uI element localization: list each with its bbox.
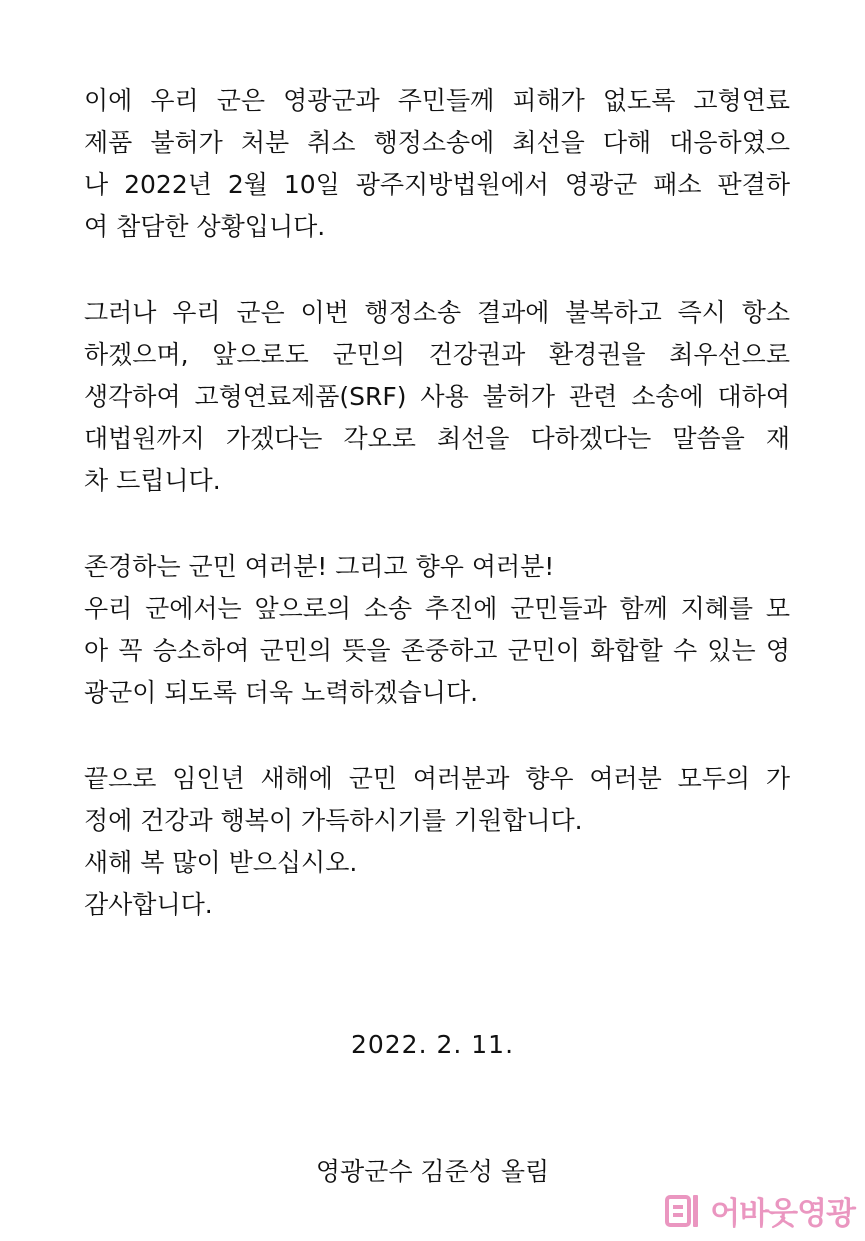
text-line: 차 드립니다. [84, 466, 221, 495]
text-line: 나 2022년 2월 10일 광주지방법원에서 영광군 패소 판결하 [84, 170, 790, 199]
text-line: 감사합니다. [84, 890, 213, 919]
paragraph-address-to-citizens [84, 546, 790, 714]
text-line: 하겠으며, 앞으로도 군민의 건강권과 환경권을 최우선으로 [84, 340, 790, 369]
text-line: 그러나 우리 군은 이번 행정소송 결과에 불복하고 즉시 항소 [84, 298, 790, 327]
document-body [84, 80, 790, 970]
paragraph-closing [84, 758, 790, 926]
text-line: 정에 건강과 행복이 가득하시기를 기원합니다. [84, 806, 583, 835]
text-line: 아 꼭 승소하여 군민의 뜻을 존중하고 군민이 화합할 수 있는 영 [84, 636, 790, 665]
document-date: 2022. 2. 11. [350, 1030, 515, 1059]
about-yeonggwang-logo-icon [664, 1193, 704, 1229]
text-line: 광군이 되도록 더욱 노력하겠습니다. [84, 678, 479, 707]
text-line: 여 참담한 상황입니다. [84, 212, 326, 241]
text-line: 우리 군에서는 앞으로의 소송 추진에 군민들과 함께 지혜를 모 [84, 594, 790, 623]
watermark [664, 1188, 855, 1233]
paragraph-appeal [84, 292, 790, 502]
text-line: 생각하여 고형연료제품(SRF) 사용 불허가 관련 소송에 대하여 [84, 382, 790, 411]
text-line: 끝으로 임인년 새해에 군민 여러분과 향우 여러분 모두의 가 [84, 764, 790, 793]
signature-line: 영광군수 김준성 올림 [315, 1157, 550, 1186]
text-line: 존경하는 군민 여러분! 그리고 향우 여러분! [84, 552, 555, 581]
paragraph-lawsuit-result [84, 80, 790, 248]
text-line: 새해 복 많이 받으십시오. [84, 848, 358, 877]
text-line: 대법원까지 가겠다는 각오로 최선을 다하겠다는 말씀을 재 [84, 424, 790, 453]
text-line: 제품 불허가 처분 취소 행정소송에 최선을 다해 대응하였으 [84, 128, 790, 157]
text-line: 이에 우리 군은 영광군과 주민들께 피해가 없도록 고형연료 [84, 86, 790, 115]
watermark-text: 어바웃영광 [710, 1196, 855, 1232]
